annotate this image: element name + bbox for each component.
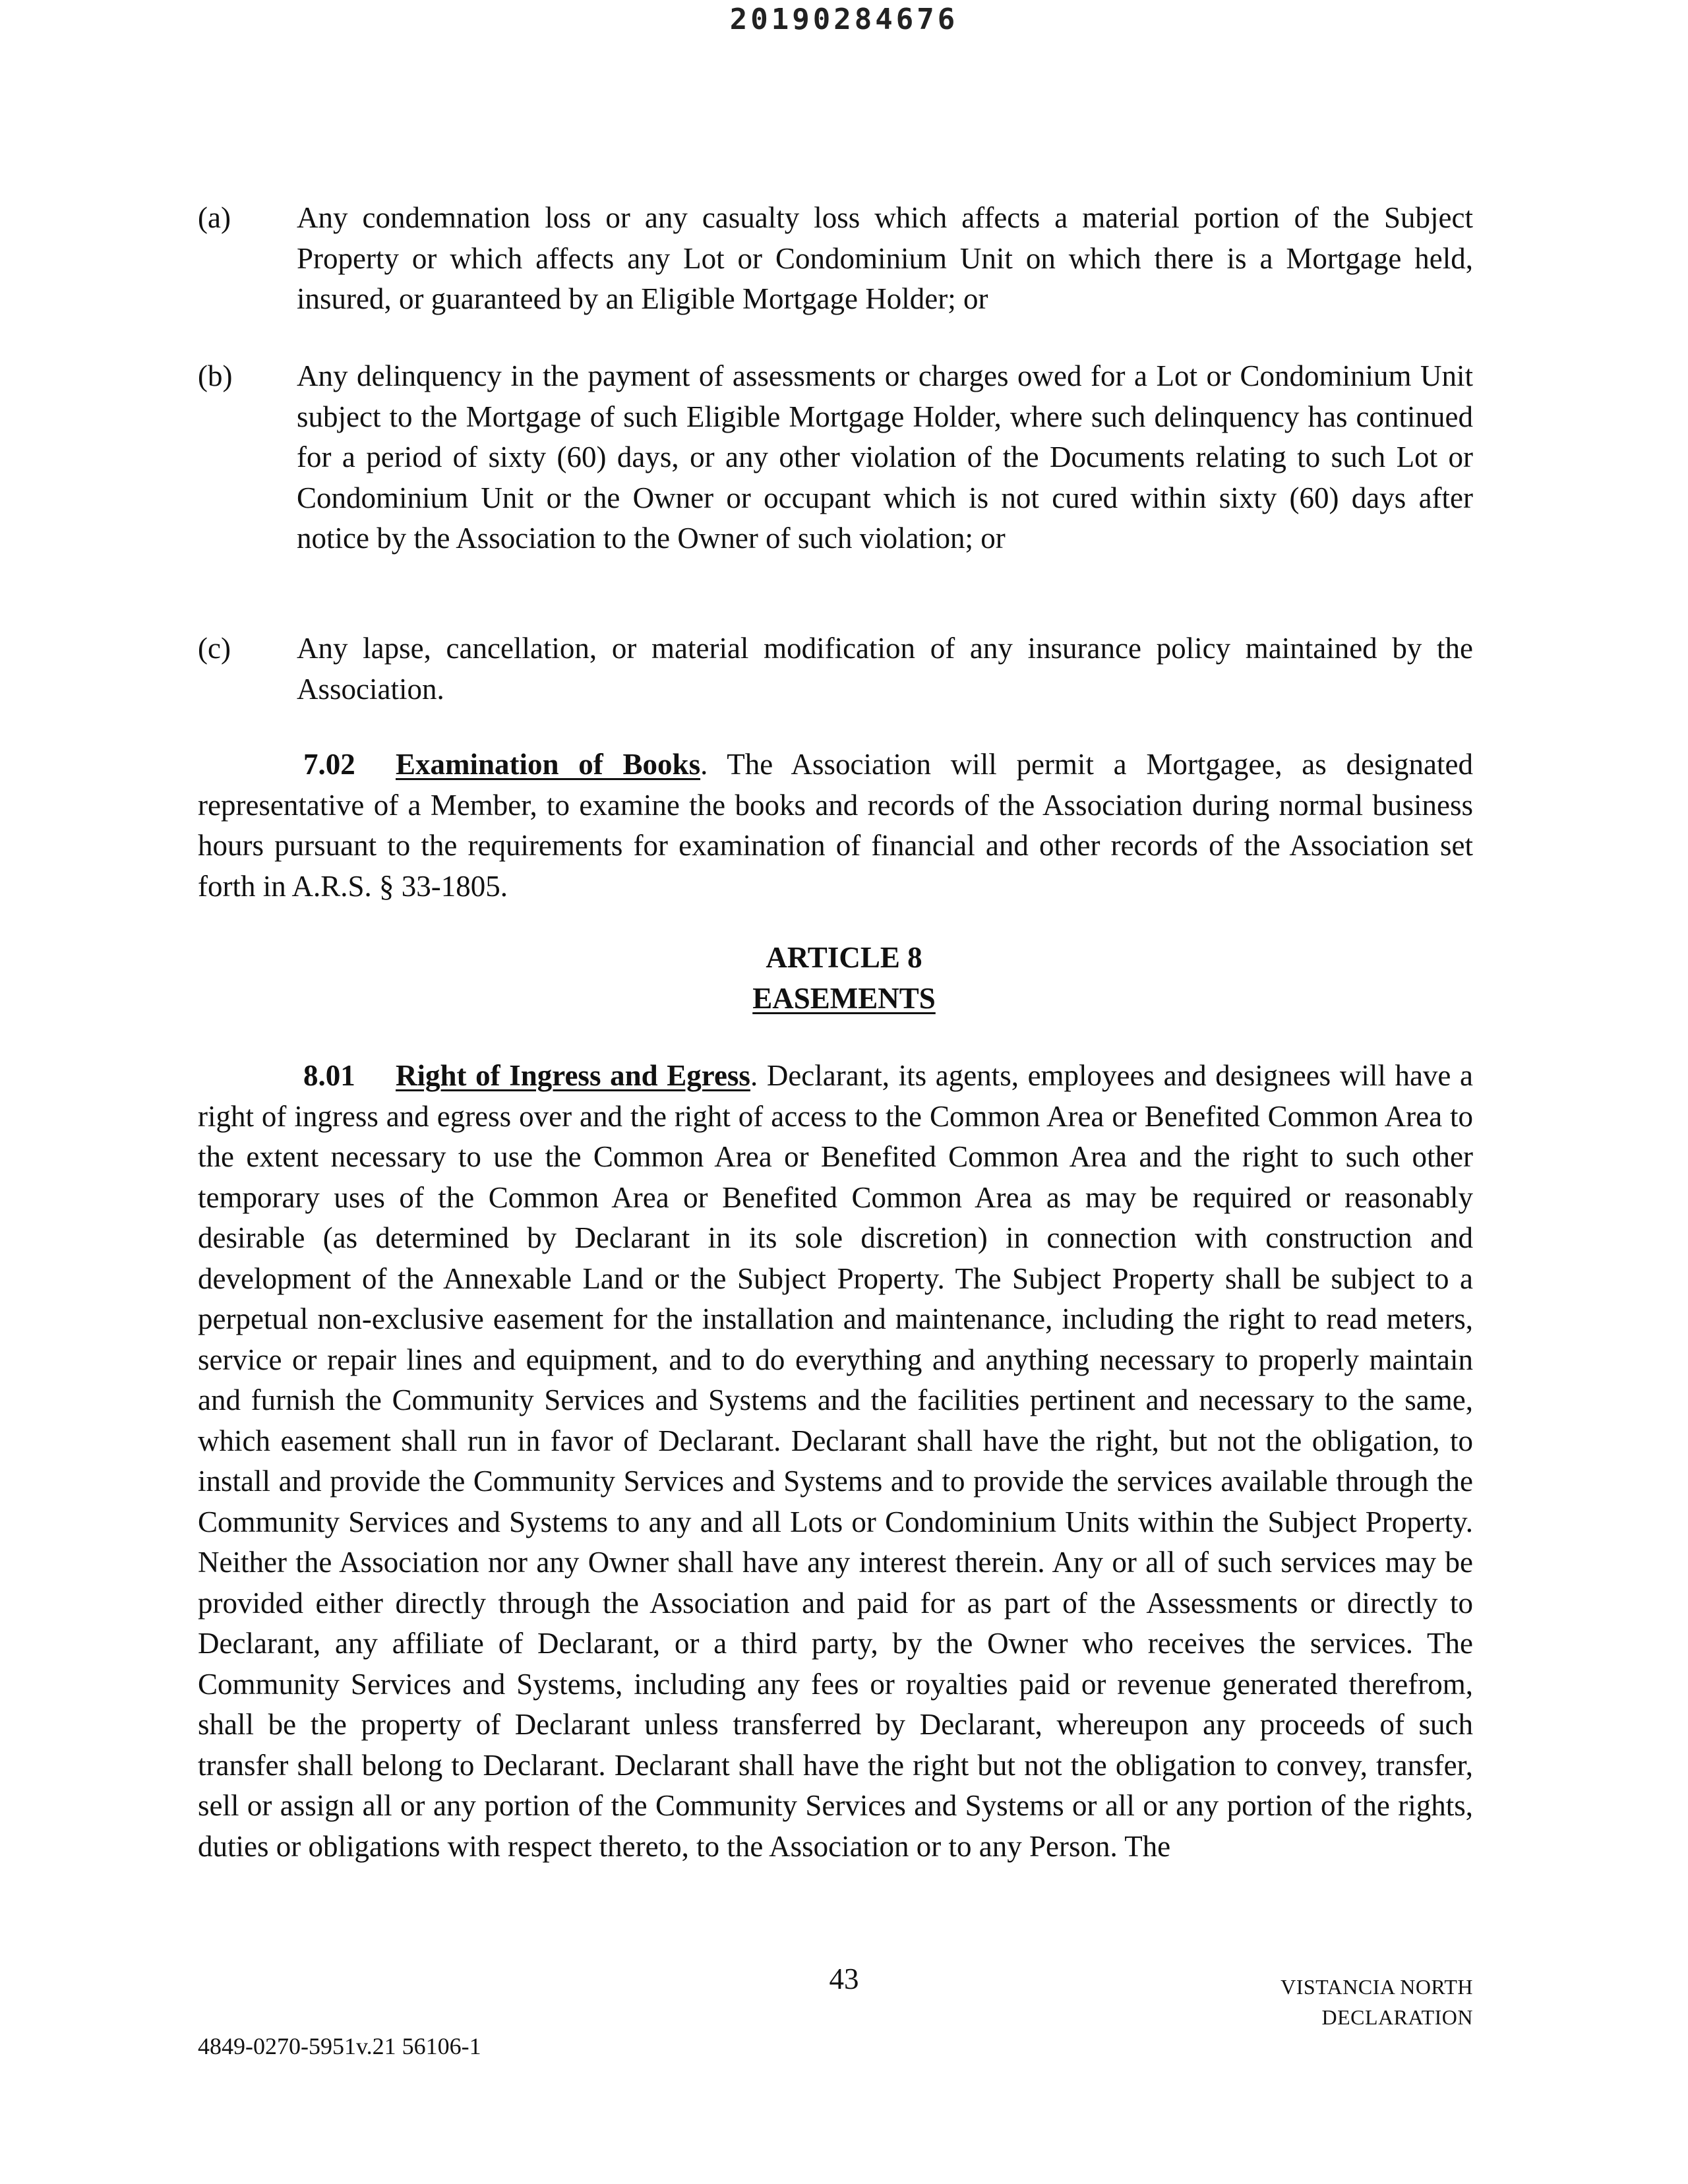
section-8-01-number: 8.01 <box>303 1059 355 1092</box>
subparagraph-c-text: Any lapse, cancellation, or material modification of any insurance policy maintained by the Association. <box>297 632 1473 706</box>
section-7-02-title: Examination of Books <box>396 748 701 781</box>
subparagraph-c <box>198 628 1473 710</box>
section-7-02-number: 7.02 <box>303 748 355 781</box>
footer-document-name-line1: VISTANCIA NORTH <box>1281 1975 1473 1999</box>
section-7-02 <box>198 744 1473 907</box>
recording-number: 20190284676 <box>729 3 959 36</box>
subparagraph-a-text: Any condemnation loss or any casualty loss which affects a material portion of the Subject Property or which affects any Lot or Condominium Unit on which there is a Mortgage held, insured, or guaranteed by an Eligible Mortgage Holder; or <box>297 201 1473 315</box>
page-number: 43 <box>829 1962 859 1995</box>
subparagraph-c-label: (c) <box>198 632 231 665</box>
section-8-01-title: Right of Ingress and Egress <box>396 1059 750 1092</box>
footer-document-name-line2: DECLARATION <box>1321 2005 1473 2029</box>
article-number: ARTICLE 8 <box>766 941 922 974</box>
section-7-02-text: . The Association will permit a Mortgagee, as designated representative of a Member, to examine the books and records of the Association during normal business hours pursuant to the requirements for examination of financial and other records of the Association set forth in A.R.S. § 33-1805. <box>198 748 1473 903</box>
subparagraph-b <box>198 356 1473 559</box>
subparagraph-b-label: (b) <box>198 359 233 392</box>
section-8-01-text: . Declarant, its agents, employees and designees will have a right of ingress and egress over and the right of access to the Common Area or Benefited Common Area to the extent necessary to use the Common Area or Benefited Common Area and the right to such other temporary uses of the Common Area or Benefited Common Area as may be required or reasonably desirable (as determined by Declarant in its sole discretion) in connection with construction and development of the Annexable Land or the Subject Property. The Subject Property shall be subject to a perpetual non-exclusive easement for the installation and maintenance, including the right to read meters, service or repair lines and equipment, and to do everything and anything necessary to properly maintain and furnish the Community Services and Systems and the facilities pertinent and necessary to the same, which easement shall run in favor of Declarant. Declarant shall have the right, but not the obligation, to install and provide the Community Services and Systems and to provide the services available through the Community Services and Systems to any and all Lots or Condominium Units within the Subject Property. Neither the Association nor any Owner shall have any interest therein. Any or all of such services may be provided either directly through the Association and paid for as part of the Assessments or directly to Declarant, any affiliate of Declarant, or a third party, by the Owner who receives the services. The Community Services and Systems, including any fees or royalties paid or revenue generated therefrom, shall be the property of Declarant unless transferred by Declarant, whereupon any proceeds of such transfer shall belong to Declarant. Declarant shall have the right but not the obligation to convey, transfer, sell or assign all or any portion of the Community Services and Systems or all or any portion of the rights, duties or obligations with respect thereto, to the Association or to any Person. The <box>198 1059 1474 1863</box>
article-title: EASEMENTS <box>752 981 936 1015</box>
document-id: 4849-0270-5951v.21 56106-1 <box>198 2033 481 2059</box>
subparagraph-b-text: Any delinquency in the payment of assessments or charges owed for a Lot or Condominium Unit subject to the Mortgage of such Eligible Mortgage Holder, where such delinquency has continued for a period of sixty (60) days, or any other violation of the Documents relating to such Lot or Condominium Unit or the Owner or occupant which is not cured within sixty (60) days after notice by the Association to the Owner of such violation; or <box>297 359 1473 555</box>
subparagraph-a-label: (a) <box>198 201 231 234</box>
article-heading <box>0 938 1688 1019</box>
subparagraph-a <box>198 198 1473 320</box>
section-8-01 <box>198 1056 1473 1867</box>
footer-document-name <box>1187 1972 1473 2032</box>
